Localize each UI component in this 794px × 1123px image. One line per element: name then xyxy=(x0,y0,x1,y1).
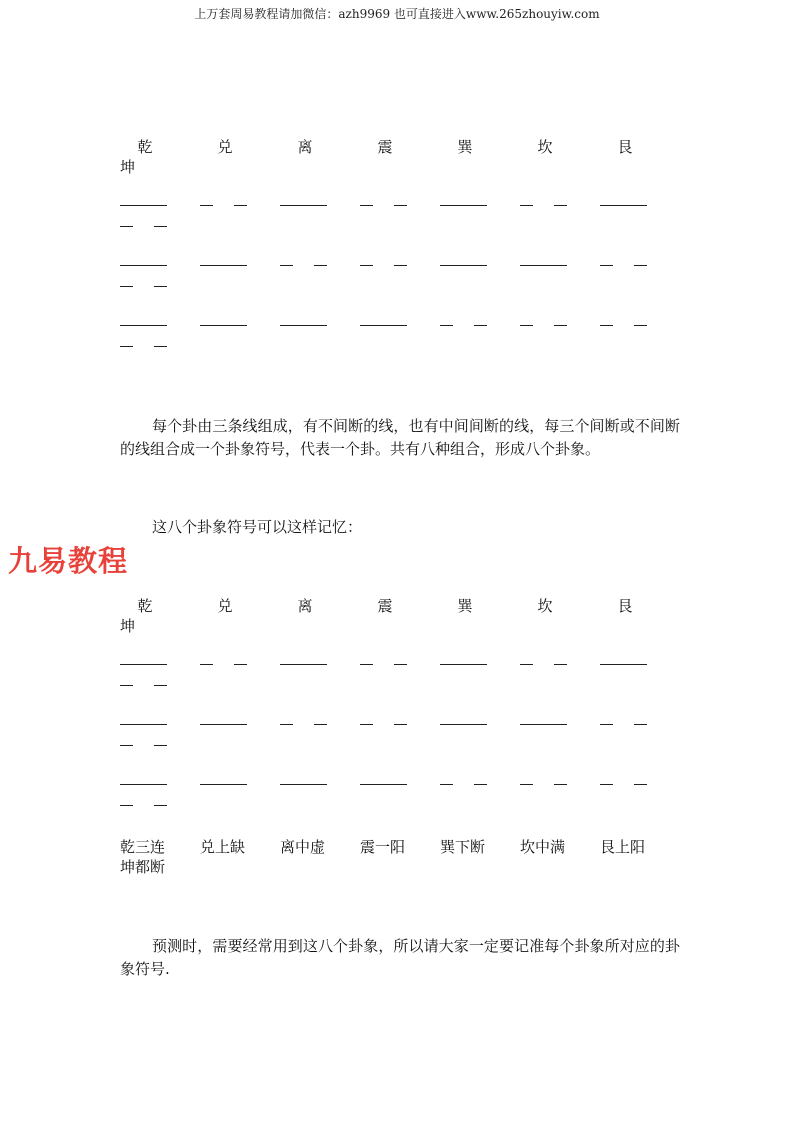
line-row3-col7-broken-left xyxy=(600,325,613,326)
line-row1-col7-solid xyxy=(600,205,647,206)
trigram-name-xun: 巽 xyxy=(457,138,473,156)
trigram-name-li: 离 xyxy=(297,597,313,615)
line-row1-col2-broken-right xyxy=(234,664,247,665)
line-row1-col8-broken-right xyxy=(154,685,167,686)
line-row3-col8-broken-right xyxy=(154,346,167,347)
line-row2-col5-solid xyxy=(440,265,487,266)
line-row1-col3-solid xyxy=(280,205,327,206)
line-row3-col3-solid xyxy=(280,784,327,785)
line-row3-col3-solid xyxy=(280,325,327,326)
line-row2-col6-solid xyxy=(520,724,567,725)
line-row3-col6-broken-left xyxy=(520,325,533,326)
line-row3-col2-solid xyxy=(200,784,247,785)
line-row1-col1-solid xyxy=(120,664,167,665)
line-row1-col2-broken-left xyxy=(200,664,213,665)
line-row1-col6-broken-left xyxy=(520,664,533,665)
line-row2-col8-broken-right xyxy=(154,745,167,746)
line-row1-col4-broken-right xyxy=(394,664,407,665)
line-row1-col5-solid xyxy=(440,664,487,665)
mnemonic-kan: 坎中满 xyxy=(520,838,566,856)
mnemonic-li: 离中虚 xyxy=(280,838,326,856)
line-row3-col5-broken-right xyxy=(474,325,487,326)
line-row3-col8-broken-right xyxy=(154,805,167,806)
line-row3-col2-solid xyxy=(200,325,247,326)
mnemonic-gen: 艮上阳 xyxy=(600,838,646,856)
line-row2-col2-solid xyxy=(200,265,247,266)
line-row2-col4-broken-left xyxy=(360,724,373,725)
line-row3-col1-solid xyxy=(120,784,167,785)
mnemonic-qian: 乾三连 xyxy=(120,838,166,856)
line-row2-col3-broken-right xyxy=(314,724,327,725)
trigram-name-kan: 坎 xyxy=(537,138,553,156)
line-row2-col5-solid xyxy=(440,724,487,725)
line-row1-col5-solid xyxy=(440,205,487,206)
line-row1-col4-broken-left xyxy=(360,664,373,665)
paragraph-memory-intro: 这八个卦象符号可以这样记忆： xyxy=(152,518,363,536)
mnemonic-dui: 兑上缺 xyxy=(200,838,246,856)
line-row1-col8-broken-left xyxy=(120,685,133,686)
line-row2-col7-broken-left xyxy=(600,724,613,725)
line-row1-col7-solid xyxy=(600,664,647,665)
mnemonic-zhen: 震一阳 xyxy=(360,838,406,856)
line-row1-col6-broken-right xyxy=(554,205,567,206)
trigram-name-gen: 艮 xyxy=(617,597,633,615)
paragraph-closing: 预测时，需要经常用到这八个卦象，所以请大家一定要记准每个卦象所对应的卦象符号. xyxy=(120,937,680,978)
line-row2-col4-broken-right xyxy=(394,265,407,266)
line-row1-col4-broken-right xyxy=(394,205,407,206)
line-row3-col6-broken-right xyxy=(554,784,567,785)
line-row1-col4-broken-left xyxy=(360,205,373,206)
line-row1-col2-broken-right xyxy=(234,205,247,206)
line-row3-col6-broken-right xyxy=(554,325,567,326)
trigram-name-zhen: 震 xyxy=(377,138,393,156)
line-row2-col3-broken-left xyxy=(280,724,293,725)
line-row2-col6-solid xyxy=(520,265,567,266)
line-row1-col2-broken-left xyxy=(200,205,213,206)
trigram-name-kun: 坤 xyxy=(120,158,136,176)
line-row2-col3-broken-right xyxy=(314,265,327,266)
line-row1-col8-broken-right xyxy=(154,226,167,227)
line-row3-col5-broken-right xyxy=(474,784,487,785)
trigram-name-gen: 艮 xyxy=(617,138,633,156)
line-row2-col8-broken-left xyxy=(120,745,133,746)
trigram-name-qian: 乾 xyxy=(137,138,153,156)
line-row2-col4-broken-right xyxy=(394,724,407,725)
line-row1-col8-broken-left xyxy=(120,226,133,227)
line-row3-col6-broken-left xyxy=(520,784,533,785)
page-header: 上万套周易教程请加微信：azh9969 也可直接进入www.265zhouyiw.com xyxy=(194,7,600,21)
line-row3-col7-broken-right xyxy=(634,784,647,785)
line-row2-col7-broken-right xyxy=(634,724,647,725)
paragraph-intro: 每个卦由三条线组成，有不间断的线，也有中间间断的线，每三个间断或不间断的线组合成一个卦象符号，代表一个卦。共有八种组合，形成八个卦象。 xyxy=(120,417,680,458)
line-row1-col1-solid xyxy=(120,205,167,206)
line-row1-col6-broken-left xyxy=(520,205,533,206)
line-row2-col7-broken-right xyxy=(634,265,647,266)
mnemonic-kun: 坤都断 xyxy=(120,858,166,876)
watermark-logo: 九易教程 xyxy=(8,544,129,578)
trigram-name-xun: 巽 xyxy=(457,597,473,615)
line-row3-col4-solid xyxy=(360,784,407,785)
trigram-name-kan: 坎 xyxy=(537,597,553,615)
line-row3-col5-broken-left xyxy=(440,784,453,785)
line-row3-col4-solid xyxy=(360,325,407,326)
line-row2-col7-broken-left xyxy=(600,265,613,266)
line-row2-col1-solid xyxy=(120,724,167,725)
trigram-name-dui: 兑 xyxy=(217,138,233,156)
trigram-name-zhen: 震 xyxy=(377,597,393,615)
line-row2-col3-broken-left xyxy=(280,265,293,266)
line-row2-col1-solid xyxy=(120,265,167,266)
mnemonic-xun: 巽下断 xyxy=(440,838,486,856)
trigram-name-qian: 乾 xyxy=(137,597,153,615)
line-row3-col8-broken-left xyxy=(120,346,133,347)
line-row2-col8-broken-left xyxy=(120,286,133,287)
trigram-name-dui: 兑 xyxy=(217,597,233,615)
trigram-name-li: 离 xyxy=(297,138,313,156)
line-row3-col8-broken-left xyxy=(120,805,133,806)
line-row3-col7-broken-left xyxy=(600,784,613,785)
line-row2-col8-broken-right xyxy=(154,286,167,287)
line-row1-col3-solid xyxy=(280,664,327,665)
line-row2-col4-broken-left xyxy=(360,265,373,266)
line-row3-col7-broken-right xyxy=(634,325,647,326)
trigram-name-kun: 坤 xyxy=(120,617,136,635)
line-row3-col5-broken-left xyxy=(440,325,453,326)
line-row3-col1-solid xyxy=(120,325,167,326)
line-row1-col6-broken-right xyxy=(554,664,567,665)
line-row2-col2-solid xyxy=(200,724,247,725)
